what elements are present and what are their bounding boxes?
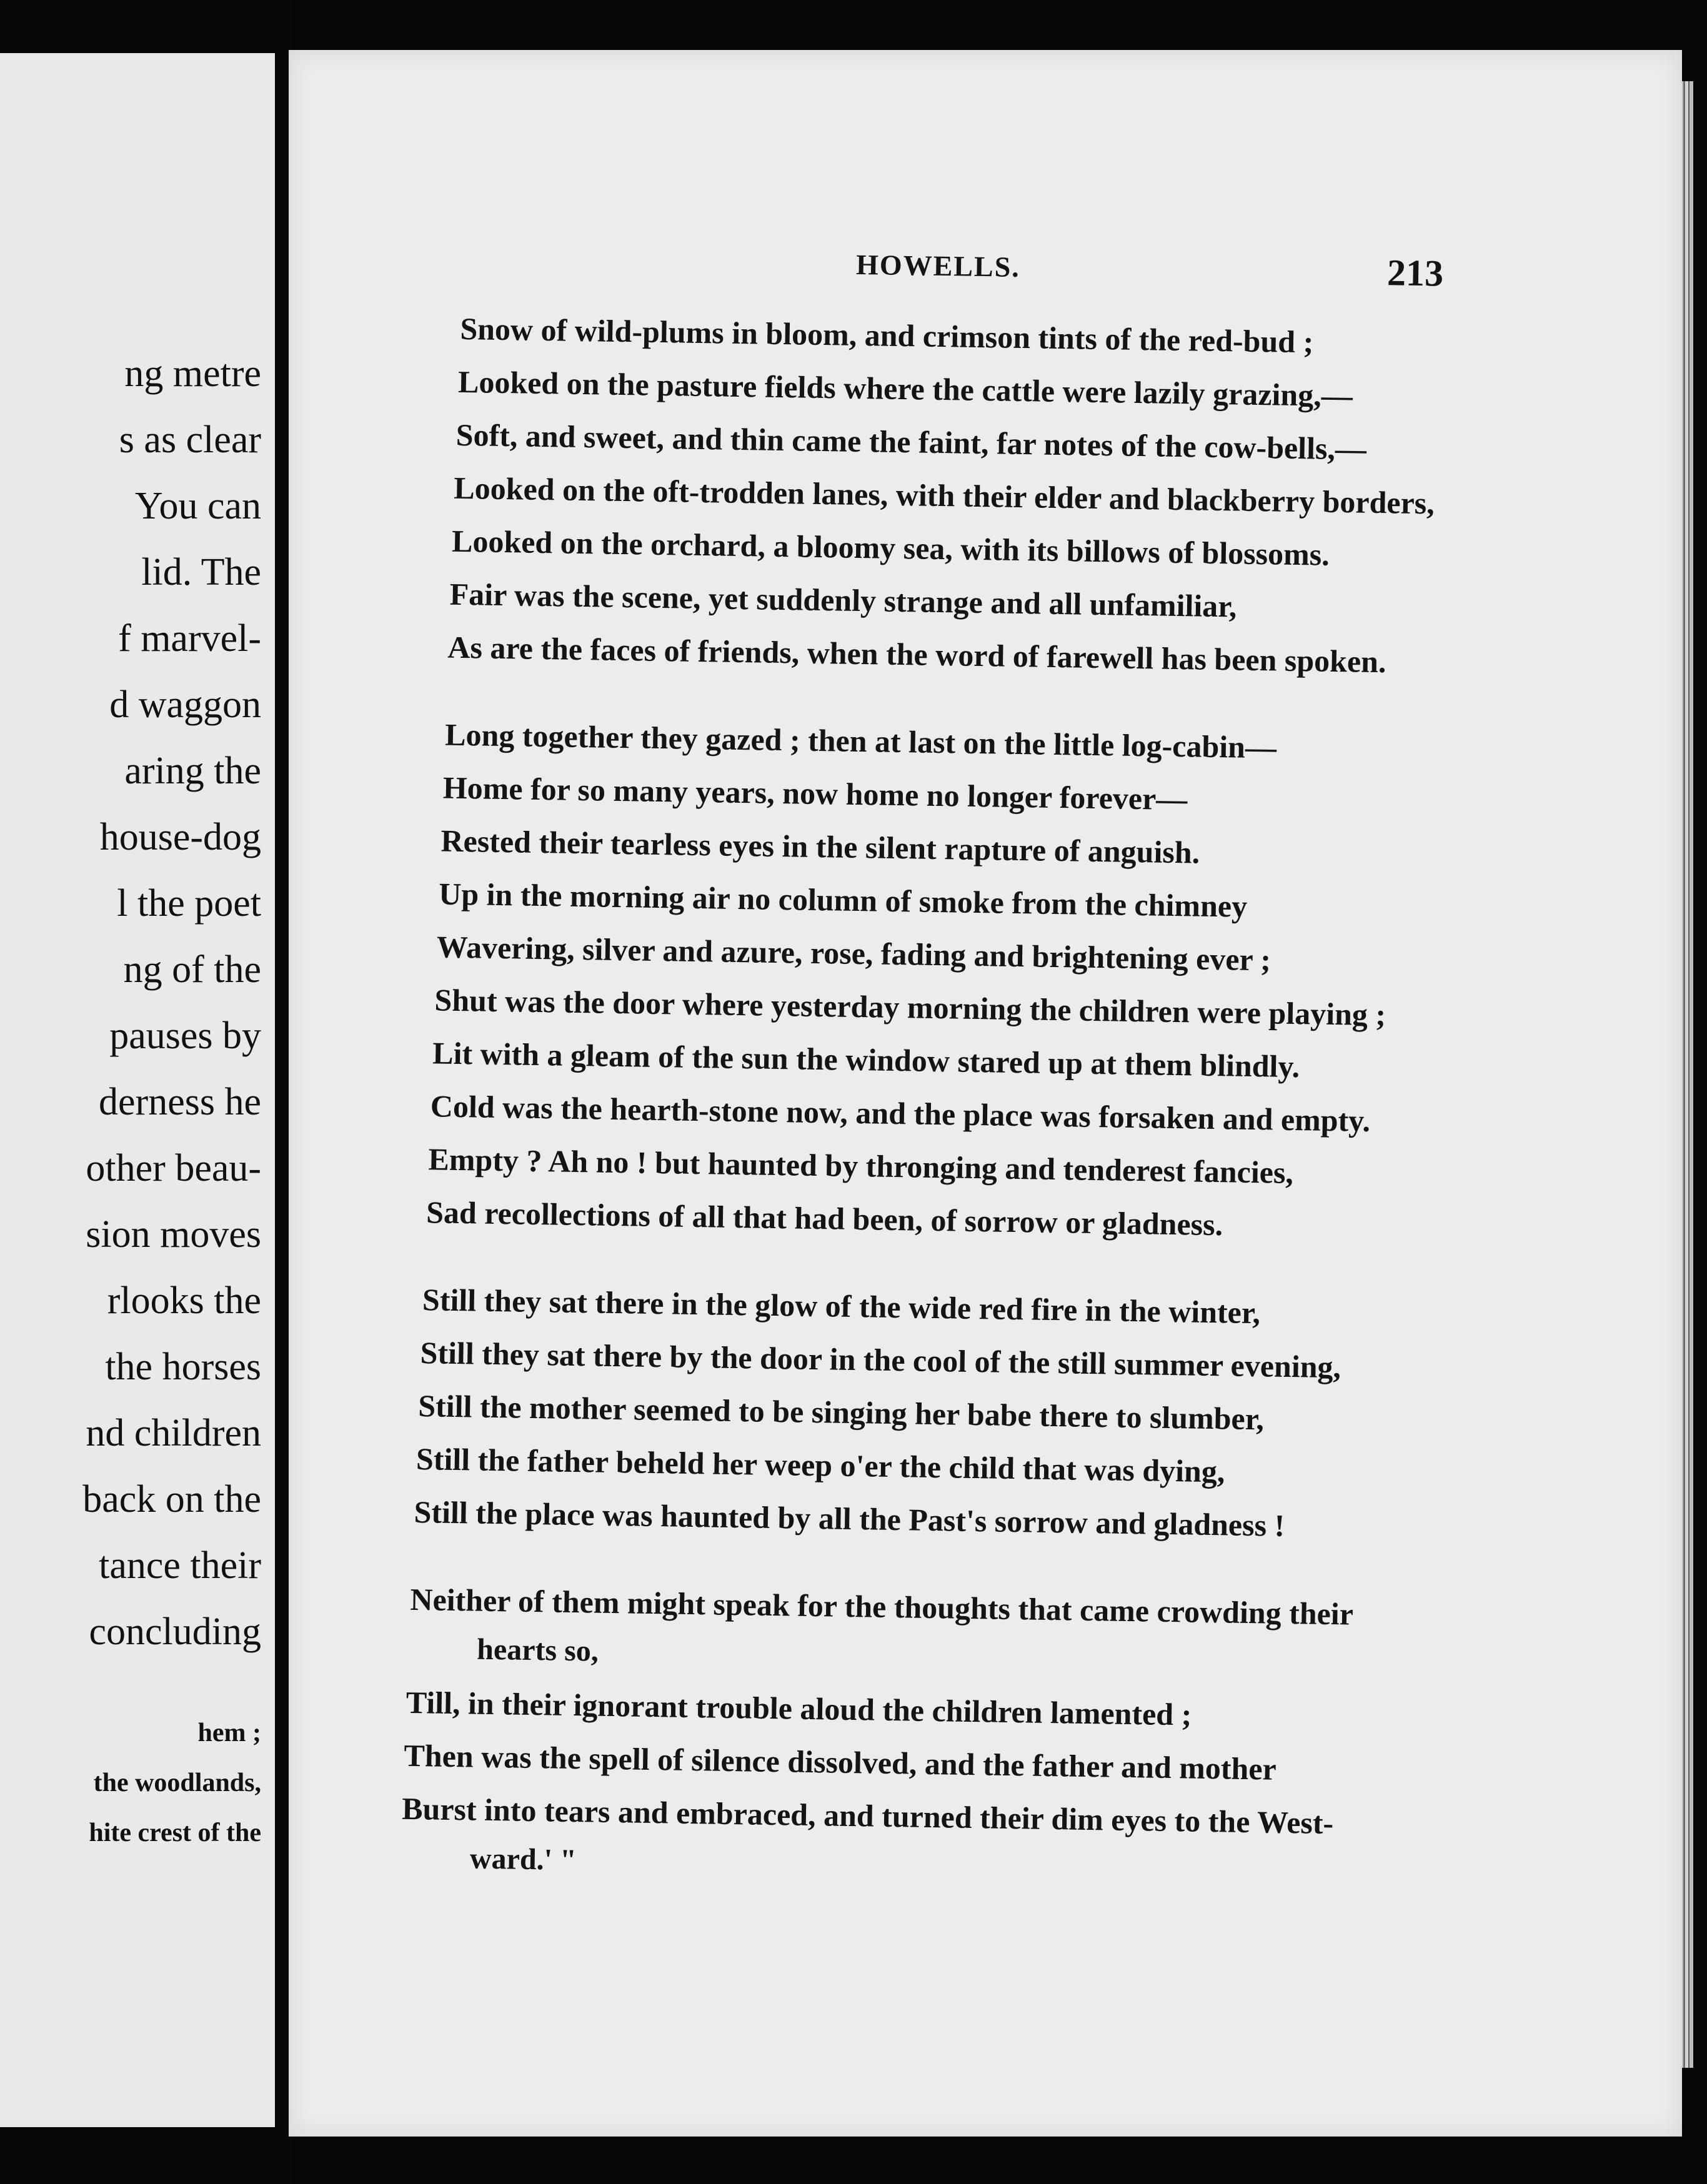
left-page-line: l the poet [117,882,261,925]
verse-line: Till, in their ignorant trouble aloud the children lamented ; [406,1684,1192,1732]
left-page-line: sion moves [86,1213,261,1256]
left-page-line: s as clear [119,419,261,461]
verse-line: Empty ? Ah no ! but haunted by thronging and tenderest fancies, [428,1141,1294,1191]
verse-line: Neither of them might speak for the thoughts that came crowding their [410,1581,1354,1632]
right-page [289,50,1682,2137]
verse-line: Lit with a gleam of the sun the window stared up at them blindly. [432,1035,1300,1085]
verse-line: Cold was the hearth-stone now, and the place was forsaken and empty. [430,1088,1371,1138]
left-page-line: house-dog [99,816,261,858]
verse-line: Fair was the scene, yet suddenly strange and all unfamiliar, [449,576,1237,624]
left-page [0,53,275,2127]
verse-line: Rested their tearless eyes in the silent rapture of anguish. [440,823,1200,870]
left-page-line: back on the [82,1478,261,1521]
verse-line-continuation: ward.' " [469,1842,577,1877]
verse-line: Sad recollections of all that had been, of sorrow or gladness. [426,1194,1223,1243]
left-page-line: aring the [124,750,261,792]
verse-line: Looked on the oft-trodden lanes, with their elder and blackberry borders, [454,470,1435,521]
left-page-line: other beau- [86,1147,261,1189]
left-page-line: derness he [99,1081,261,1123]
left-page-line: ng of the [123,948,261,991]
left-page-line: the woodlands, [93,1769,261,1797]
verse-line: Soft, and sweet, and thin came the faint, far notes of the cow-bells,— [455,417,1367,467]
left-page-line: f marvel- [118,617,261,660]
verse-line: Still the place was haunted by all the Past's sorrow and gladness ! [414,1494,1285,1543]
verse-line: Looked on the orchard, a bloomy sea, with its billows of blossoms. [451,523,1330,572]
page-number: 213 [1386,252,1444,294]
verse-line: As are the faces of friends, when the word of farewell has been spoken. [447,629,1386,680]
verse-line: Still they sat there by the door in the cool of the still summer evening, [420,1335,1341,1385]
left-page-line: the horses [105,1346,261,1388]
verse-line: Wavering, silver and azure, rose, fading and brightening ever ; [436,929,1272,978]
verse-line-continuation: hearts so, [476,1632,599,1668]
verse-line: Shut was the door where yesterday morning the children were playing ; [434,982,1386,1033]
left-page-line: ng metre [124,352,261,395]
left-page-line: pauses by [109,1015,261,1057]
left-page-line: d waggon [109,683,261,726]
left-page-line: concluding [89,1611,261,1653]
left-page-line: hite crest of the [89,1819,261,1847]
verse-line: Burst into tears and embraced, and turned their dim eyes to the West- [401,1790,1334,1841]
left-page-line: lid. The [141,551,261,593]
verse-line: Home for so many years, now home no longer forever— [442,770,1188,817]
verse-line: Snow of wild-plums in bloom, and crimson tints of the red-bud ; [460,310,1314,360]
verse-line: Long together they gazed ; then at last on the little log-cabin— [444,717,1277,765]
verse-line: Up in the morning air no column of smoke from the chimney [438,876,1248,924]
running-head: HOWELLS. [855,248,1021,283]
verse-line: Still the mother seemed to be singing her babe there to slumber, [417,1388,1265,1437]
verse-line: Still the father beheld her weep o'er the child that was dying, [416,1441,1225,1489]
left-page-line: tance their [99,1544,261,1587]
right-page-text [289,50,1682,2137]
left-page-line: nd children [86,1412,261,1454]
left-page-line: hem ; [197,1719,261,1747]
left-page-line: rlooks the [107,1279,261,1322]
verse-line: Looked on the pasture fields where the cattle were lazily grazing,— [457,364,1353,414]
left-page-line: You can [134,485,261,527]
verse-line: Then was the spell of silence dissolved, and the father and mother [404,1737,1277,1787]
verse-line: Still they sat there in the glow of the wide red fire in the winter, [422,1282,1261,1331]
